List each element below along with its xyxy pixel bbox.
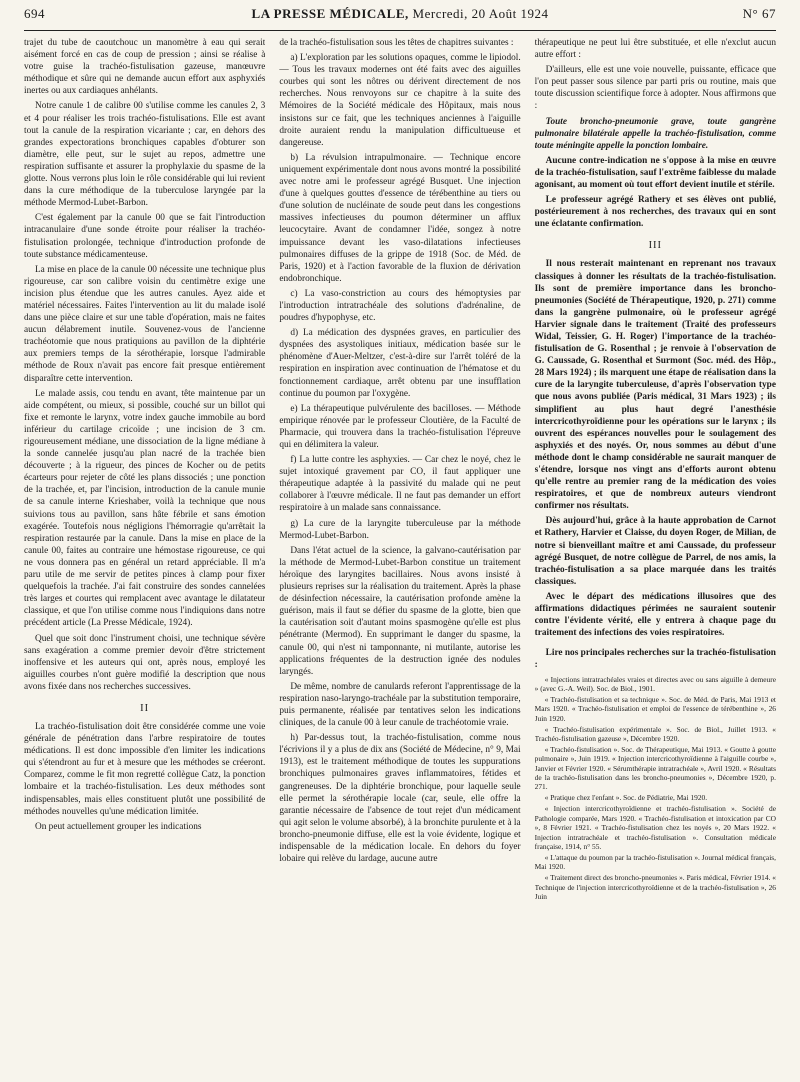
paragraph: Le professeur agrégé Rathery et ses élèves ont publié, postérieurement à nos recherches, des travaux qui en sont une éclatante confirmation. [534,195,776,230]
page-number: 694 [24,6,45,21]
paragraph: Dès aujourd'hui, grâce à la haute approbation de Carnot et Rathery, Harvier et Claisse, du doyen Roger, de Milian, de notre si bienveillant maître et ami Caussade, du professeur agrégé Busquet, de notre collègue de Parrel, de nos amis, la trachéo-fistulisation a sa place marquée dans les traités classiques. [534,516,776,587]
journal-title: LA PRESSE MÉDICALE, [251,6,409,21]
reference-item: « Trachéo-fistulisation expérimentale ». Soc. de Biol., Juillet 1913. « Trachéo-fistulisation gazeuse », Décembre 1920. [534,724,776,743]
paragraph: D'ailleurs, elle est une voie nouvelle, puissante, efficace que l'on peut passer sous silence par parti pris ou routine, mais que toute discussion scientifique force à adopter. Nous affirmons que : [534,65,776,112]
paragraph: La trachéo-fistulisation doit être considérée comme une voie générale de pénétration dans l'arbre respiratoire de toutes médications. Il est donc impossible d'en limiter les indications qui s'étendront au fur et à mesure que les méthodes se créeront. Comparez, comme le fit mon regretté collègue Catz, la ponction lombaire et la trachéo-fistulisation. Les deux méthodes sont indispensables, mais elles constituent plutôt une possibilité de méthodes nouvelles qu'une médication limitée. [24,721,266,817]
paragraph: thérapeutique ne peut lui être substituée, et elle n'exclut aucun autre effort : [534,38,776,61]
paragraph: b) La révulsion intrapulmonaire. — Technique encore uniquement expérimentale dont nous avons montré la possibilité avec notre ami le professeur agrégé Busquet. Une injection d'une à quelques gouttes d'essence de térébenthine au tiers ou d'une solution de nucléinate de soude peut dans les congestions massives infectieuses du poumon déterminer un afflux leucocytaire. Avant de condamner l'idée, songez à notre impuissance devant les vaso-dilatations infectieuses pulmonaires diffuses de la grippe de 1918 (Soc. de Méd. de Paris, 1920) et à l'action favorable de la fluxion de dérivation endobronchique. [279,152,521,284]
paragraph: Dans l'état actuel de la science, la galvano-cautérisation par la méthode de Mermod-Lubet-Barbon constitue un traitement héroïque des laryngites bacillaires. Nous avons insisté à plusieurs reprises sur la réalisation du traitement. Après la phase de désinfection nécessaire, la cautérisation profonde amène la guérison, mais il faut se défier du spasme de la glotte, bien que la cautérisation soit d'autant moins spasmogène qu'elle est plus pénétrante (Mermod). En supprimant le danger du spasme, la canule 00, qui n'est ni tamponnante, ni mutilante, autorise les applications fréquentes de la destruction ignée des nodules laryngés. [279,545,521,677]
paragraph: d) La médication des dyspnées graves, en particulier des dyspnées des asystoliques initiaux, médication basée sur le phénomène d'Auer-Meltzer, c'est-à-dire sur l'arrêt toléré de la respiration en inspiration avec continuation de l'hématose et du fonctionnement cardiaque, arrêt obtenu par une insufflation continue du poumon par l'oxygène. [279,328,521,399]
reference-item: « Trachéo-fistulisation et sa technique ». Soc. de Méd. de Paris, Mai 1913 et Mars 1920. « Trachéo-fistulisation et emploi de l'essence de térébenthine », 26 Juin 1920. [534,694,776,723]
reference-item: « Trachéo-fistulisation ». Soc. de Thérapeutique, Mai 1913. « Goutte à goutte pulmonaire », Juin 1919. « Injection intercricothyroïdienne à l'aiguille courbe », Janvier et Février 1920. « Sérumthérapie intratrachéale », Avril 1920. « Résultats de la trachéo-fistulisation dans les broncho-pneumonies », Décembre 1920, p. 271. [534,744,776,792]
article-columns [24,37,776,1079]
reference-item: « Injections intratrachéales vraies et directes avec ou sans aiguille à demeure » (avec G.-A. Weil). Soc. de Biol., 1901. [534,674,776,693]
paragraph: Le malade assis, cou tendu en avant, tête maintenue par un aide compétent, ou mieux, si possible, couché sur un billot qui fixe et remonte le larynx, votre index gauche immobile au bord inférieur du cartilage cricoïde ; une incision de 3 cm. rigoureusement médiane, une dissociation de la ligne médiane à la sonde cannelée jusqu'au plan nacré de la trachée bien découverte ; à la rigueur, des pinces de Kocher ou de petits écarteurs pour rejeter de côté les plans dissociés ; une ponction de la trachée, et, par l'incision, introduction de la canule munie de sa canule interne Krieshaber, voilà la technique que nous suivions tous au pavillon, sans hâte fébrile et sans émotion exagérée. Toutefois nous négligions l'hémorragie qu'arrêtait la respiration restaurée par la canule. Dans la mise en place de la canule 00, faites au contraire une hémostase rigoureuse, ce qui ne vous donnera pas en général un retard appréciable. Il m'a paru utile de me servir de petites pinces à clamp pour fixer quelquefois la trachée. J'ai fait construire des sondes cannelées très larges et courtes qui remplacent avec avantage le dilatateur classique, et que l'on utilise comme nous l'indiquions dans notre précédent article (La Presse Médicale, 1924). [24,388,266,629]
paragraph: De même, nombre de canulards referont l'apprentissage de la respiration naso-laryngo-trachéale par la substitution temporaire, puis permanente, réalisée par tentatives selon les indications cliniques, de la canule 00 à leur canule de trachéotomie vraie. [279,681,521,729]
issue-date: Mercredi, 20 Août 1924 [412,6,549,21]
section-heading: III [648,240,663,252]
paragraph: C'est également par la canule 00 que se fait l'introduction intracanulaire d'une sonde étroite pour réaliser la trachéo-fistulisation prolongée, technique d'introduction profonde de toute substance médicamenteuse. [24,213,266,260]
paragraph: a) L'exploration par les solutions opaques, comme le lipiodol. — Tous les travaux modernes ont été faits avec des aiguilles courbes qui sont les nôtres ou dérivent directement de nos recherches. Nous renvoyons sur ce chapitre à la suite des Mémoires de la Société médicale des Hôpitaux, mais nous insistons sur ce fait, que les techniques anciennes à l'aiguille droite auraient rendu la manipulation difficultueuse et dangereuse. [279,53,521,148]
paragraph: g) La cure de la laryngite tuberculeuse par la méthode Mermod-Lubet-Barbon. [279,518,521,541]
reference-item: « Pratique chez l'enfant ». Soc. de Pédiatrie, Mai 1920. [544,793,708,803]
issue-number: N° 67 [742,6,776,21]
references-list [535,647,776,901]
paragraph: h) Par-dessus tout, la trachéo-fistulisation, comme nous l'écrivions il y a plus de dix ans (Société de Médecine, n° 9, Mai 1913), est le traitement méthodique de toutes les suppurations bronchiques pulmonaires graves inflammatoires, fétides et gangreneuses. De la diphtérie bronchique, pour laquelle seule elle permet la sérothérapie locale (car, seule, elle offre la garantie nécessaire de l'absence de tout rejet d'un médicament qui agit selon le volume absorbé), à la bronchite purulente et à la broncho-pneumonie diffuse, elle est la voie évidente, logique et indispensable de la médication locale. En dehors du foyer lobaire qui relève du lardage, aucune autre [279,733,521,865]
paragraph: Quel que soit donc l'instrument choisi, une technique sévère sans exagération a comme premier devoir d'être strictement inoffensive et les auteurs qui ont, après nous, employé les aiguilles courbes n'ont guère modifié la description que nous avons fixée dans nos recherches successives. [24,633,266,692]
references-intro: Lire nos principales recherches sur la trachéo-fistulisation : [534,648,776,671]
paragraph: c) La vaso-constriction au cours des hémoptysies par l'introduction intratrachéale des solutions d'adrénaline, de poudres d'hypophyse, etc. [279,288,521,324]
page-header [24,6,776,31]
affirmation-paragraph: Toute broncho-pneumonie grave, toute gangrène pulmonaire bilatérale appelle la trachéo-fistulisation, comme toute méningite appelle la ponction lombaire. [534,116,776,151]
paragraph: Il nous resterait maintenant en reprenant nos travaux classiques à donner les résultats de la trachéo-fistulisation. Ils sont de première importance dans les broncho-pneumonies (Société de Thérapeutique, 1920, p. 271) comme dans la gangrène pulmonaire, où le professeur agrégé Harvier signale dans le traitement (Traité des professeurs Widal, Teissier, G. H. Roger) l'importance de la trachéo-fistulisation de G. Rosenthal ; je renvoie à l'observation de G. Caussade, G. Rosenthal et Surmont (Soc. méd. des Hôp., 28 Mars 1924) ; ils marquent une étape de réalisation dans la cure de la laryngite tuberculeuse, d'après l'observation type que nous avons publiée (Paris médical, 31 Mars 1923) ; ils simplifient au plus haut degré l'anesthésie intercricothyroïdienne pour les opérations sur le larynx ; ils ouvrent des espérances nouvelles pour le soulagement des asphyxiés et des noyés. Or, nous sommes au début d'une méthode dont le champ considérable ne saurait manquer de s'étendre, lorsque nos vingt ans d'efforts auront obtenu qu'elle rentre au premier rang de la médication des voies respiratoires, et que de nombreux auteurs viendront confirmer nos résultats. [534,259,776,512]
reference-item: « L'attaque du poumon par la trachéo-fistulisation ». Journal médical français, Mai 1920. [534,852,776,872]
paragraph: trajet du tube de caoutchouc un manomètre à eau qui serait aisément forcé en cas de coup de pression ; ainsi se réalise à votre guise la trachéo-fistulisation gazeuse, manœuvre méthodique et sûre qui ne demande aucun effort aux asphyxiés inertes ou aux cardiaques anhélants. [24,38,266,97]
column-3 [535,37,776,1079]
reference-item: « Traitement direct des broncho-pneumonies ». Paris médical, Février 1914. « Technique de l'injection intercricothyroïdienne et de la trachéo-fistulisation », 26 Juin [534,873,776,901]
journal-title-line [84,6,716,22]
paragraph: On peut actuellement grouper les indications [35,821,202,832]
paragraph: e) La thérapeutique pulvérulente des bacilloses. — Méthode empirique rénovée par le professeur Cloutière, de la Faculté de Pharmacie, qui trouvera dans la trachéo-fistulisation l'épreuve qui en délimitera la valeur. [279,403,521,450]
paragraph: Aucune contre-indication ne s'oppose à la mise en œuvre de la trachéo-fistulisation, sauf l'extrême faiblesse du malade agonisant, au moment où tout effort devient inutile et stérile. [534,155,776,191]
column-2 [279,37,520,1079]
paragraph: f) La lutte contre les asphyxies. — Car chez le noyé, chez le sujet intoxiqué gravement par CO, il faut appliquer une thérapeutique adaptée à la passivité du malade qui ne peut collaborer à l'œuvre médicale. Il ne faut pas demander un effort respiratoire à un malade sans connaissance. [279,455,521,514]
paragraph: de la trachéo-fistulisation sous les têtes de chapitres suivantes : [279,38,514,48]
reference-item: « Injection intercricothyroïdienne et trachéo-fistulisation ». Société de Pathologie comparée, Mars 1920. « Trachéo-fistulisation et intoxication par CO », 8 Février 1921. « Trachéo-fistulisation chez les noyés », 20 Mars 1922. « Injection intratrachéale et trachéo-fistulisation ». Consultation médicale française, 1914, n° 55. [534,804,776,851]
paragraph: Notre canule 1 de calibre 00 s'utilise comme les canules 2, 3 et 4 pour réaliser les trois trachéo-fistulisations. Elle est avant tout la canule de la respiration vicariante ; car, en dehors des grandes expectorations bronchiques capables d'obturer son diamètre, elle peut, sur le sujet au repos, admettre une respiration suffisante et assurer la prophylaxie du spasme de la glotte. Nous verrons plus loin le rôle considérable qui lui revient dans la cure méthodique de la tuberculose laryngée par la méthode Mermod-Lubet-Barbon. [24,101,266,209]
section-heading: II [140,702,150,714]
paragraph: Avec le départ des médications illusoires que des affirmations didactiques périmées ne sauraient soutenir contre l'évidente vérité, elle y entrera à chaque page du traitement des infections des voies respiratoires. [534,591,776,639]
paragraph: La mise en place de la canule 00 nécessite une technique plus rigoureuse, car son calibre voisin du centimètre exige une incision plus étendue que les autres canules. Ayez aide et matériel nécessaires. Faites l'intervention au lit du malade isolé dans une pièce claire et sur une table d'opération, mais ne faites aucun délabrement inutile. Souvenez-vous de l'ancienne trachéotomie que nous pratiquions au pavillon de la diphtérie aux premiers temps de la sérothérapie, lorsque l'admirable méthode de Roux n'avait pas encore fait presque entièrement disparaître cette intervention. [24,264,266,384]
column-1 [24,37,265,1079]
